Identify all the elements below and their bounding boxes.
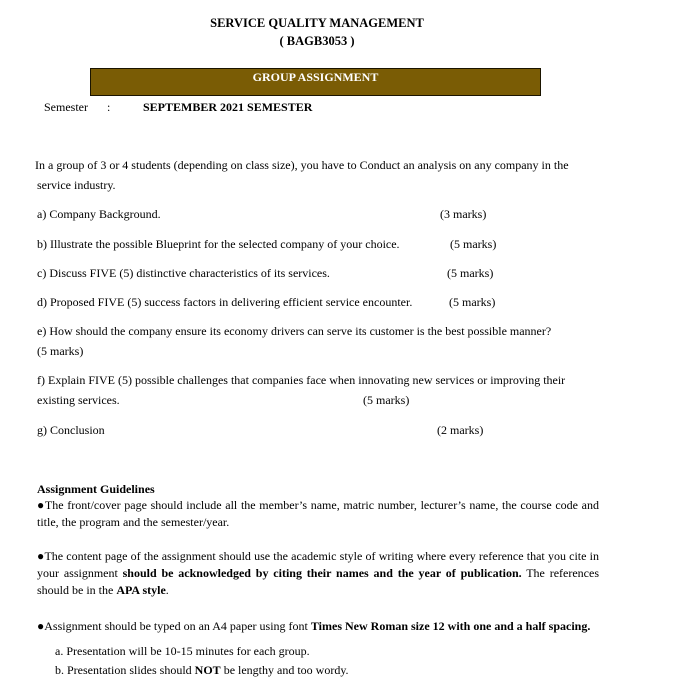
semester-value: SEPTEMBER 2021 SEMESTER (143, 100, 313, 114)
list-item-a: a. Presentation will be 10-15 minutes for each group. (55, 644, 310, 658)
question-b: b) Illustrate the possible Blueprint for the selected company of your choice. (37, 237, 400, 251)
guideline-content-text-2: The references should be in the (37, 566, 599, 597)
question-b-marks: (5 marks) (450, 237, 497, 251)
intro-line-1: In a group of 3 or 4 students (depending on class size), you have to Conduct an analysis on any company in the (35, 158, 569, 172)
guideline-content-page (37, 548, 599, 599)
guideline-formatting-text: ●Assignment should be typed on an A4 paper using font (37, 619, 311, 633)
guideline-content-text-1: ●The content page of the assignment should use the academic style of writing where every reference that you cite in your assignment (37, 549, 599, 580)
guideline-content-bold-1: should be acknowledged by citing their names and the year of publication. (122, 566, 522, 580)
guideline-content-text-3: . (165, 583, 169, 597)
question-g: g) Conclusion (37, 423, 105, 437)
list-item-b-text-1: b. Presentation slides should (55, 663, 195, 677)
guideline-content-bold-2: APA style (116, 583, 166, 597)
list-item-b-text-2: be lengthy and too wordy. (220, 663, 349, 677)
group-assignment-banner: GROUP ASSIGNMENT (90, 68, 541, 96)
question-a-marks: (3 marks) (440, 207, 487, 221)
list-item-b-bold: NOT (194, 663, 221, 677)
question-e-marks: (5 marks) (37, 344, 84, 358)
question-f-marks: (5 marks) (363, 393, 410, 407)
question-e: e) How should the company ensure its economy drivers can serve its customer is the best possible manner? (37, 324, 552, 338)
question-a: a) Company Background. (37, 207, 161, 221)
guidelines-heading: Assignment Guidelines (37, 482, 155, 496)
semester-colon: : (107, 100, 111, 114)
guideline-formatting-bold: Times New Roman size 12 with one and a half spacing. (310, 619, 591, 633)
question-g-marks: (2 marks) (437, 423, 484, 437)
course-code: ( BAGB3053 ) (279, 34, 355, 48)
guideline-cover-page: ●The front/cover page should include all the member’s name, matric number, lecturer’s name, the course code and title, the program and the semester/year. (37, 498, 599, 529)
question-d: d) Proposed FIVE (5) success factors in delivering efficient service encounter. (37, 295, 413, 309)
semester-label: Semester (44, 100, 88, 114)
course-title: SERVICE QUALITY MANAGEMENT (210, 16, 424, 30)
guideline-formatting (37, 620, 590, 632)
question-f-line-1: f) Explain FIVE (5) possible challenges that companies face when innovating new services or improving their (37, 373, 566, 387)
intro-line-2: service industry. (37, 178, 116, 192)
question-c: c) Discuss FIVE (5) distinctive characteristics of its services. (37, 266, 330, 280)
question-c-marks: (5 marks) (447, 266, 494, 280)
question-f-line-2: existing services. (37, 393, 120, 407)
question-d-marks: (5 marks) (449, 295, 496, 309)
list-item-b (55, 664, 349, 676)
